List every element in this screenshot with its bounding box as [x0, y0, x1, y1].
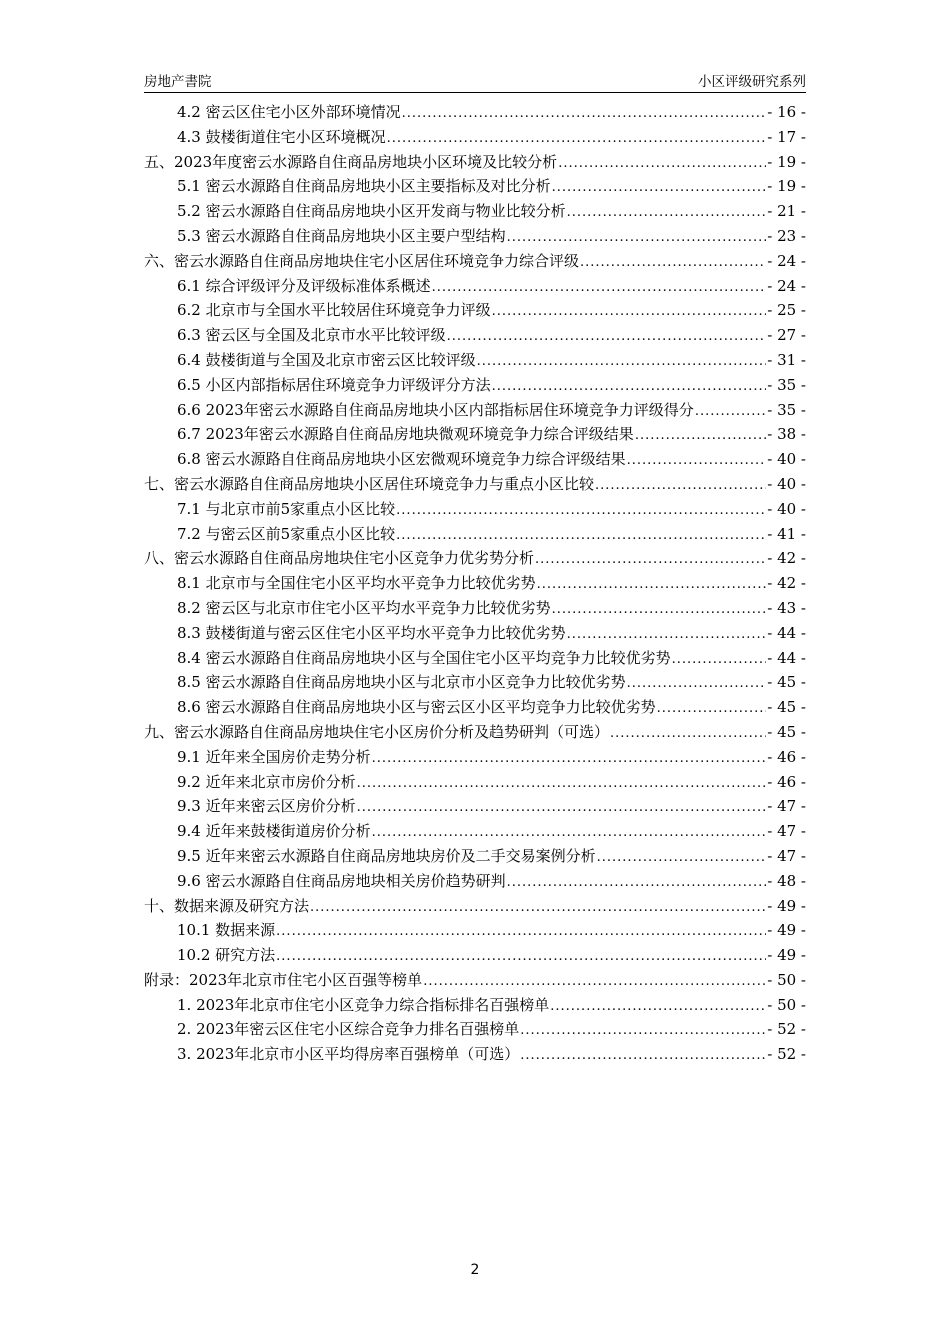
toc-dot-leader [552, 176, 767, 201]
toc-section-entry[interactable] [144, 918, 806, 943]
toc-entry-title: 1. 2023年北京市住宅小区竞争力综合指标排名百强榜单 [177, 995, 550, 1014]
toc-entry-page: - 50 - [767, 995, 806, 1014]
toc-section-entry[interactable] [144, 497, 806, 522]
toc-entry-title: 10.2 研究方法 [177, 946, 276, 965]
toc-dot-leader [396, 524, 766, 549]
toc-entry-page: - 44 - [767, 623, 806, 642]
toc-entry-title: 10.1 数据来源 [177, 921, 276, 940]
toc-dot-leader [372, 821, 767, 846]
toc-dot-leader [423, 970, 766, 995]
toc-dot-leader [627, 449, 767, 474]
toc-dot-leader [550, 995, 766, 1020]
toc-entry-page: - 47 - [767, 797, 806, 816]
toc-chapter-entry[interactable] [144, 150, 806, 175]
toc-entry-page: - 16 - [767, 103, 806, 121]
page-number: 2 [470, 1262, 480, 1278]
toc-entry-page: - 40 - [767, 450, 806, 469]
toc-chapter-entry[interactable] [144, 546, 806, 571]
toc-dot-leader [558, 152, 766, 177]
toc-entry-page: - 49 - [767, 896, 806, 915]
toc-chapter-entry[interactable] [144, 968, 806, 993]
toc-entry-page: - 24 - [767, 276, 806, 295]
toc-entry-page: - 46 - [767, 772, 806, 791]
toc-dot-leader [552, 598, 767, 623]
toc-dot-leader [635, 424, 766, 449]
header-series-title: 小区评级研究系列 [698, 74, 806, 90]
toc-entry-title: 6.8 密云水源路自住商品房地块小区宏微观环境竞争力综合评级结果 [177, 450, 626, 469]
toc-entry-page: - 45 - [767, 698, 806, 717]
toc-entry-page: - 23 - [767, 226, 806, 245]
toc-dot-leader [276, 920, 766, 945]
toc-entry-title: 9.5 近年来密云水源路自住商品房地块房价及二手交易案例分析 [177, 846, 596, 865]
page-header [144, 66, 806, 93]
toc-entry-page: - 45 - [767, 673, 806, 692]
toc-dot-leader [595, 474, 766, 499]
toc-section-entry[interactable] [144, 794, 806, 819]
toc-entry-title: 6.7 2023年密云水源路自住商品房地块微观环境竞争力综合评级结果 [177, 425, 634, 444]
toc-dot-leader [657, 697, 767, 722]
toc-section-entry[interactable] [144, 596, 806, 621]
toc-entry-title: 6.6 2023年密云水源路自住商品房地块小区内部指标居住环境竞争力评级得分 [177, 400, 694, 419]
toc-dot-leader [276, 945, 766, 970]
toc-entry-title: 8.6 密云水源路自住商品房地块小区与密云区小区平均竞争力比较优劣势 [177, 698, 656, 717]
toc-entry-page: - 25 - [767, 301, 806, 320]
toc-entry-page: - 40 - [767, 499, 806, 518]
toc-dot-leader [580, 251, 766, 276]
toc-chapter-entry[interactable] [144, 472, 806, 497]
toc-dot-leader [396, 499, 766, 524]
toc-entry-title: 9.2 近年来北京市房价分析 [177, 772, 356, 791]
toc-entry-page: - 49 - [767, 946, 806, 965]
toc-section-entry[interactable] [144, 174, 806, 199]
toc-entry-title: 9.3 近年来密云区房价分析 [177, 797, 356, 816]
toc-section-entry[interactable] [144, 1042, 806, 1067]
toc-dot-leader [447, 325, 767, 350]
toc-entry-title: 七、密云水源路自住商品房地块小区居住环境竞争力与重点小区比较 [144, 474, 595, 493]
toc-dot-leader [357, 772, 767, 797]
toc-section-entry[interactable] [144, 1017, 806, 1042]
toc-entry-page: - 47 - [767, 822, 806, 841]
toc-dot-leader [610, 722, 766, 747]
toc-dot-leader [310, 896, 766, 921]
toc-entry-page: - 42 - [767, 549, 806, 568]
toc-section-entry[interactable] [144, 869, 806, 894]
toc-entry-title: 六、密云水源路自住商品房地块住宅小区居住环境竞争力综合评级 [144, 251, 580, 270]
toc-entry-page: - 46 - [767, 747, 806, 766]
toc-entry-title: 5.3 密云水源路自住商品房地块小区主要户型结构 [177, 226, 506, 245]
toc-entry-title: 9.4 近年来鼓楼街道房价分析 [177, 822, 371, 841]
toc-entry-page: - 40 - [767, 474, 806, 493]
toc-entry-page: - 48 - [767, 871, 806, 890]
toc-chapter-entry[interactable] [144, 894, 806, 919]
toc-entry-page: - 35 - [767, 400, 806, 419]
toc-entry-page: - 50 - [767, 970, 806, 989]
toc-entry-title: 九、密云水源路自住商品房地块住宅小区房价分析及趋势研判（可选） [144, 722, 610, 741]
toc-entry-title: 十、数据来源及研究方法 [144, 896, 310, 915]
toc-section-entry[interactable] [144, 745, 806, 770]
toc-entry-page: - 52 - [767, 1045, 806, 1064]
toc-entry-page: - 27 - [767, 326, 806, 345]
toc-entry-title: 八、密云水源路自住商品房地块住宅小区竞争力优劣势分析 [144, 549, 535, 568]
toc-entry-page: - 19 - [767, 177, 806, 196]
toc-dot-leader [372, 747, 767, 772]
toc-chapter-entry[interactable] [144, 249, 806, 274]
toc-entry-title: 4.2 密云区住宅小区外部环境情况 [177, 103, 401, 121]
toc-entry-title: 9.6 密云水源路自住商品房地块相关房价趋势研判 [177, 871, 506, 890]
toc-dot-leader [432, 276, 767, 301]
toc-dot-leader [535, 548, 766, 573]
toc-entry-page: - 21 - [767, 202, 806, 221]
toc-dot-leader [567, 623, 767, 648]
toc-dot-leader [357, 796, 767, 821]
toc-section-entry[interactable] [144, 199, 806, 224]
toc-entry-title: 8.3 鼓楼街道与密云区住宅小区平均水平竞争力比较优劣势 [177, 623, 566, 642]
toc-section-entry[interactable] [144, 695, 806, 720]
toc-entry-title: 3. 2023年北京市小区平均得房率百强榜单（可选） [177, 1045, 520, 1064]
toc-dot-leader [477, 350, 767, 375]
toc-entry-title: 五、2023年度密云水源路自住商品房地块小区环境及比较分析 [144, 152, 558, 171]
toc-entry-title: 4.3 鼓楼街道住宅小区环境概况 [177, 127, 386, 146]
toc-section-entry[interactable] [144, 447, 806, 472]
toc-entry-page: - 47 - [767, 846, 806, 865]
toc-entry-page: - 38 - [767, 425, 806, 444]
toc-entry-title: 5.2 密云水源路自住商品房地块小区开发商与物业比较分析 [177, 202, 566, 221]
toc-entry-title: 6.4 鼓楼街道与全国及北京市密云区比较评级 [177, 350, 476, 369]
toc-entry-title: 8.4 密云水源路自住商品房地块小区与全国住宅小区平均竞争力比较优劣势 [177, 648, 671, 667]
toc-dot-leader [627, 672, 767, 697]
toc-section-entry[interactable] [144, 571, 806, 596]
toc-chapter-entry[interactable] [144, 720, 806, 745]
toc-dot-leader [520, 1044, 766, 1069]
toc-entry-title: 附录：2023年北京市住宅小区百强等榜单 [144, 970, 423, 989]
toc-entry-page: - 42 - [767, 574, 806, 593]
toc-entry-title: 2. 2023年密云区住宅小区综合竞争力排名百强榜单 [177, 1020, 520, 1039]
toc-entry-page: - 44 - [767, 648, 806, 667]
toc-section-entry[interactable] [144, 274, 806, 299]
toc-entry-title: 6.2 北京市与全国水平比较居住环境竞争力评级 [177, 301, 491, 320]
toc-entry-page: - 52 - [767, 1020, 806, 1039]
toc-entry-title: 9.1 近年来全国房价走势分析 [177, 747, 371, 766]
toc-dot-leader [567, 201, 767, 226]
toc-entry-page: - 45 - [767, 722, 806, 741]
toc-section-entry[interactable] [144, 125, 806, 150]
toc-section-entry[interactable] [144, 348, 806, 373]
toc-section-entry[interactable] [144, 373, 806, 398]
toc-section-entry[interactable] [144, 819, 806, 844]
toc-entry-title: 8.1 北京市与全国住宅小区平均水平竞争力比较优劣势 [177, 574, 536, 593]
toc-dot-leader [402, 102, 767, 127]
toc-entry-title: 8.2 密云区与北京市住宅小区平均水平竞争力比较优劣势 [177, 598, 551, 617]
toc-entry-title: 6.5 小区内部指标居住环境竞争力评级评分方法 [177, 375, 491, 394]
toc-section-entry[interactable] [144, 522, 806, 547]
toc-section-entry[interactable] [144, 621, 806, 646]
toc-dot-leader [507, 226, 767, 251]
toc-entry-title: 6.3 密云区与全国及北京市水平比较评级 [177, 326, 446, 345]
toc-entry-title: 6.1 综合评级评分及评级标准体系概述 [177, 276, 431, 295]
header-publisher: 房地产書院 [144, 74, 212, 90]
toc-dot-leader [597, 846, 767, 871]
toc-entry-title: 7.2 与密云区前5家重点小区比较 [177, 524, 396, 543]
toc-section-entry[interactable] [144, 323, 806, 348]
toc-section-entry[interactable] [144, 398, 806, 423]
toc-entry-page: - 35 - [767, 375, 806, 394]
toc-dot-leader [492, 375, 767, 400]
toc-entry-title: 8.5 密云水源路自住商品房地块小区与北京市小区竞争力比较优劣势 [177, 673, 626, 692]
table-of-contents [144, 100, 806, 1067]
toc-section-entry[interactable] [144, 844, 806, 869]
toc-entry-title: 7.1 与北京市前5家重点小区比较 [177, 499, 396, 518]
toc-section-entry[interactable] [144, 646, 806, 671]
toc-entry-page: - 31 - [767, 350, 806, 369]
toc-section-entry[interactable] [144, 670, 806, 695]
toc-dot-leader [695, 400, 766, 425]
toc-dot-leader [672, 648, 767, 673]
toc-dot-leader [492, 300, 767, 325]
toc-entry-page: - 43 - [767, 598, 806, 617]
toc-section-entry[interactable] [144, 224, 806, 249]
toc-entry-page: - 41 - [767, 524, 806, 543]
toc-entry-page: - 17 - [767, 127, 806, 146]
toc-dot-leader [387, 127, 767, 152]
toc-dot-leader [507, 871, 767, 896]
toc-section-entry[interactable] [144, 422, 806, 447]
toc-dot-leader [520, 1019, 766, 1044]
toc-entry-title: 5.1 密云水源路自住商品房地块小区主要指标及对比分析 [177, 177, 551, 196]
toc-entry-page: - 19 - [767, 152, 806, 171]
toc-section-entry[interactable] [144, 770, 806, 795]
toc-section-entry[interactable] [144, 993, 806, 1018]
toc-section-entry[interactable] [144, 100, 806, 125]
toc-dot-leader [537, 573, 767, 598]
toc-entry-page: - 49 - [767, 921, 806, 940]
toc-section-entry[interactable] [144, 298, 806, 323]
toc-entry-page: - 24 - [767, 251, 806, 270]
toc-section-entry[interactable] [144, 943, 806, 968]
